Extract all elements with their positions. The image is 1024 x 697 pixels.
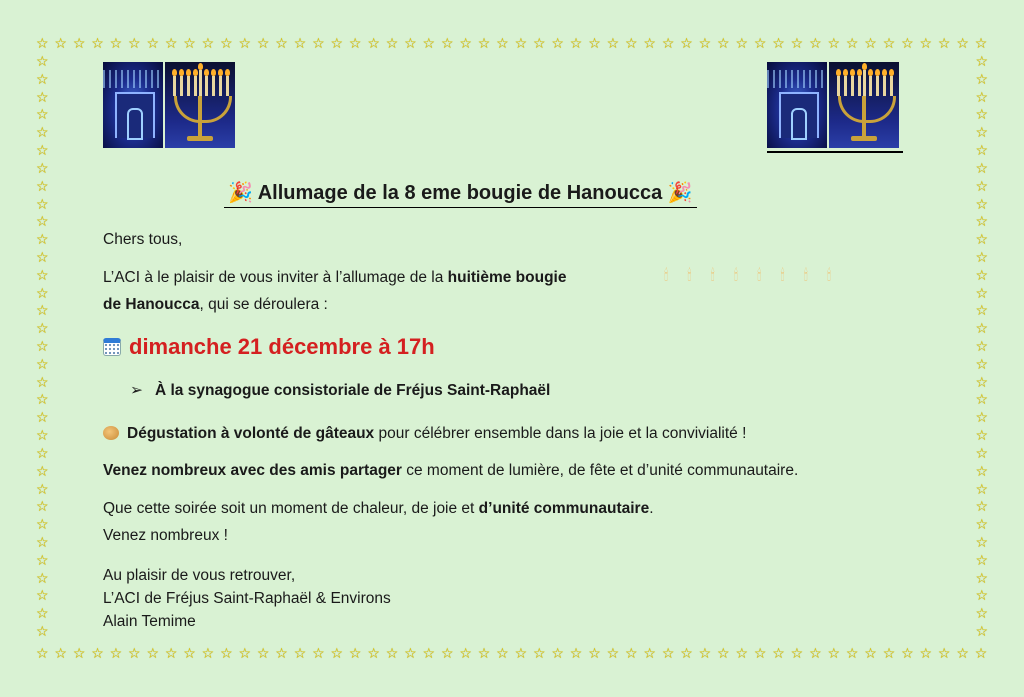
star-icon: ☆ <box>975 142 988 159</box>
event-location: ➢ À la synagogue consistoriale de Fréjus Saint-Raphaël <box>130 381 551 399</box>
star-icon: ☆ <box>36 338 49 354</box>
star-icon: ☆ <box>680 645 693 661</box>
star-icon: ☆ <box>901 35 914 51</box>
star-icon: ☆ <box>919 35 933 51</box>
star-icon: ☆ <box>975 569 988 586</box>
cookie-icon <box>103 426 119 440</box>
star-icon: ☆ <box>36 159 49 176</box>
star-icon: ☆ <box>164 35 178 51</box>
star-icon: ☆ <box>459 35 472 51</box>
star-icon: ☆ <box>72 645 86 661</box>
star-icon: ☆ <box>735 35 748 51</box>
star-icon: ☆ <box>385 645 399 661</box>
candle-icon: 🕯 <box>733 266 739 284</box>
star-icon: ☆ <box>975 498 988 515</box>
star-icon: ☆ <box>36 248 49 265</box>
come-again-line: Venez nombreux ! <box>103 527 228 544</box>
star-icon: ☆ <box>975 355 988 372</box>
star-icon: ☆ <box>36 409 49 426</box>
star-icon: ☆ <box>330 35 344 51</box>
star-icon: ☆ <box>367 35 380 51</box>
star-icon: ☆ <box>698 35 712 51</box>
star-icon: ☆ <box>496 35 509 51</box>
star-icon: ☆ <box>36 645 49 661</box>
tasting-line: Dégustation à volonté de gâteaux pour célébrer ensemble dans la joie et la convivialité ! <box>103 422 746 445</box>
star-icon: ☆ <box>975 302 988 319</box>
star-icon: ☆ <box>717 645 730 661</box>
star-icon: ☆ <box>974 35 988 51</box>
star-icon: ☆ <box>275 645 288 661</box>
star-icon: ☆ <box>201 35 215 51</box>
arrow-bullet-icon: ➢ <box>130 381 143 399</box>
star-icon: ☆ <box>36 587 49 604</box>
star-icon: ☆ <box>975 320 988 337</box>
star-icon: ☆ <box>975 444 988 461</box>
star-icon: ☆ <box>845 645 859 661</box>
candle-icon: 🕯 <box>710 266 715 284</box>
star-icon: ☆ <box>404 35 417 51</box>
star-icon: ☆ <box>827 645 841 661</box>
invite-line-1: L’ACI à le plaisir de vous inviter à l’allumage de la huitième bougie <box>103 269 567 286</box>
star-icon: ☆ <box>36 373 49 390</box>
star-icon: ☆ <box>201 645 215 661</box>
star-icon: ☆ <box>975 605 988 622</box>
star-icon: ☆ <box>36 533 49 550</box>
star-icon: ☆ <box>901 645 914 661</box>
header-images-left <box>103 62 235 148</box>
star-icon: ☆ <box>827 35 841 51</box>
star-icon: ☆ <box>569 35 583 51</box>
candle-icon: 🕯 <box>687 266 692 284</box>
star-icon: ☆ <box>36 195 49 212</box>
invite-bold-candle: huitième bougie <box>447 269 567 286</box>
star-icon: ☆ <box>330 645 344 661</box>
star-icon: ☆ <box>975 124 988 141</box>
star-icon: ☆ <box>36 498 49 515</box>
star-icon: ☆ <box>937 35 951 51</box>
candle-icon: 🕯 <box>780 266 785 284</box>
star-icon: ☆ <box>36 35 49 51</box>
star-icon: ☆ <box>54 645 67 661</box>
star-icon: ☆ <box>845 35 859 51</box>
star-icon: ☆ <box>514 645 528 661</box>
menorah-photo <box>165 62 235 148</box>
star-icon: ☆ <box>36 623 49 639</box>
star-icon: ☆ <box>36 70 49 87</box>
star-icon: ☆ <box>625 35 638 51</box>
star-icon: ☆ <box>643 645 656 661</box>
star-icon: ☆ <box>256 645 270 661</box>
star-icon: ☆ <box>975 248 988 265</box>
star-icon: ☆ <box>975 53 988 69</box>
invite-line-2: de Hanoucca, qui se déroulera : <box>103 296 328 313</box>
star-icon: ☆ <box>975 177 988 194</box>
star-icon: ☆ <box>975 338 988 354</box>
star-icon: ☆ <box>36 444 49 461</box>
star-icon: ☆ <box>661 645 675 661</box>
star-icon: ☆ <box>975 587 988 604</box>
star-icon: ☆ <box>256 35 270 51</box>
come-line: Venez nombreux avec des amis partager ce moment de lumière, de fête et d’unité communautaire. <box>103 462 799 479</box>
star-icon: ☆ <box>661 35 675 51</box>
star-icon: ☆ <box>183 645 196 661</box>
star-icon: ☆ <box>882 35 896 51</box>
star-icon: ☆ <box>717 35 730 51</box>
star-icon: ☆ <box>588 645 601 661</box>
star-icon: ☆ <box>36 605 49 622</box>
star-icon: ☆ <box>790 35 804 51</box>
star-icon: ☆ <box>220 35 233 51</box>
closing-signature-name: Alain Temime <box>103 613 196 630</box>
star-icon: ☆ <box>772 645 785 661</box>
star-icon: ☆ <box>440 35 454 51</box>
calendar-icon <box>103 338 121 356</box>
star-icon: ☆ <box>404 645 417 661</box>
title-text: Allumage de la 8 eme bougie de Hanoucca <box>257 182 663 204</box>
star-icon: ☆ <box>36 516 49 533</box>
star-icon: ☆ <box>36 231 49 248</box>
star-icon: ☆ <box>975 106 988 123</box>
star-icon: ☆ <box>772 35 785 51</box>
star-border-right <box>975 54 988 638</box>
star-icon: ☆ <box>36 551 49 568</box>
star-icon: ☆ <box>753 645 767 661</box>
star-icon: ☆ <box>569 645 583 661</box>
closing-line-1: Au plaisir de vous retrouver, <box>103 567 296 584</box>
star-icon: ☆ <box>36 213 49 230</box>
star-icon: ☆ <box>54 35 67 51</box>
star-icon: ☆ <box>367 645 380 661</box>
star-icon: ☆ <box>36 266 49 283</box>
star-icon: ☆ <box>864 35 877 51</box>
star-icon: ☆ <box>975 533 988 550</box>
star-icon: ☆ <box>36 88 49 105</box>
star-icon: ☆ <box>385 35 399 51</box>
star-icon: ☆ <box>275 35 288 51</box>
star-icon: ☆ <box>91 35 104 51</box>
star-icon: ☆ <box>36 320 49 337</box>
star-icon: ☆ <box>514 35 528 51</box>
star-icon: ☆ <box>606 645 620 661</box>
greeting: Chers tous, <box>103 231 183 248</box>
star-icon: ☆ <box>975 159 988 176</box>
star-icon: ☆ <box>975 373 988 390</box>
star-icon: ☆ <box>975 70 988 87</box>
star-icon: ☆ <box>422 35 436 51</box>
star-icon: ☆ <box>36 106 49 123</box>
closing-signature-org: L’ACI de Fréjus Saint-Raphaël & Environs <box>103 590 391 607</box>
star-icon: ☆ <box>625 645 638 661</box>
star-icon: ☆ <box>975 551 988 568</box>
star-icon: ☆ <box>956 35 969 51</box>
star-icon: ☆ <box>975 231 988 248</box>
star-icon: ☆ <box>643 35 656 51</box>
star-icon: ☆ <box>183 35 196 51</box>
star-icon: ☆ <box>937 645 951 661</box>
star-icon: ☆ <box>348 35 362 51</box>
star-icon: ☆ <box>809 645 822 661</box>
star-icon: ☆ <box>91 645 104 661</box>
star-icon: ☆ <box>109 645 123 661</box>
star-icon: ☆ <box>919 645 933 661</box>
star-icon: ☆ <box>459 645 472 661</box>
star-icon: ☆ <box>109 35 123 51</box>
star-border-top <box>36 36 988 50</box>
star-icon: ☆ <box>606 35 620 51</box>
star-icon: ☆ <box>975 427 988 444</box>
star-icon: ☆ <box>440 645 454 661</box>
star-icon: ☆ <box>128 645 141 661</box>
star-icon: ☆ <box>974 645 988 661</box>
star-icon: ☆ <box>809 35 822 51</box>
star-icon: ☆ <box>422 645 436 661</box>
party-popper-icon: 🎉 <box>667 180 693 204</box>
star-border-bottom <box>36 646 988 660</box>
star-icon: ☆ <box>36 142 49 159</box>
party-popper-icon: 🎉 <box>228 180 253 204</box>
candle-icon: 🕯 <box>664 266 669 284</box>
evening-line: Que cette soirée soit un moment de chaleur, de joie et d’unité communautaire. <box>103 500 654 517</box>
star-icon: ☆ <box>735 645 748 661</box>
candle-icons <box>664 266 831 284</box>
star-icon: ☆ <box>698 645 712 661</box>
star-icon: ☆ <box>956 645 969 661</box>
star-icon: ☆ <box>975 213 988 230</box>
candle-icon: 🕯 <box>803 266 808 284</box>
star-icon: ☆ <box>36 177 49 194</box>
star-icon: ☆ <box>975 516 988 533</box>
candle-icon: 🕯 <box>826 266 832 284</box>
star-icon: ☆ <box>975 88 988 105</box>
star-icon: ☆ <box>348 645 362 661</box>
star-icon: ☆ <box>790 645 804 661</box>
star-border-left <box>36 54 49 638</box>
star-icon: ☆ <box>36 569 49 586</box>
page-title <box>224 180 697 208</box>
star-icon: ☆ <box>36 480 49 497</box>
star-icon: ☆ <box>238 645 252 661</box>
star-icon: ☆ <box>680 35 693 51</box>
star-icon: ☆ <box>588 35 601 51</box>
synagogue-photo <box>767 62 827 148</box>
candle-icon: 🕯 <box>757 266 762 284</box>
star-icon: ☆ <box>36 284 49 301</box>
star-icon: ☆ <box>146 35 159 51</box>
star-icon: ☆ <box>975 391 988 408</box>
invite-bold-hanoucca: de Hanoucca <box>103 296 200 313</box>
star-icon: ☆ <box>128 35 141 51</box>
star-icon: ☆ <box>72 35 86 51</box>
star-icon: ☆ <box>36 53 49 69</box>
star-icon: ☆ <box>864 645 877 661</box>
star-icon: ☆ <box>532 645 546 661</box>
star-icon: ☆ <box>975 284 988 301</box>
star-icon: ☆ <box>146 645 159 661</box>
star-icon: ☆ <box>220 645 233 661</box>
star-icon: ☆ <box>477 645 491 661</box>
star-icon: ☆ <box>975 462 988 479</box>
synagogue-photo <box>103 62 163 148</box>
star-icon: ☆ <box>551 645 564 661</box>
star-icon: ☆ <box>975 195 988 212</box>
star-icon: ☆ <box>36 462 49 479</box>
star-icon: ☆ <box>975 409 988 426</box>
star-icon: ☆ <box>532 35 546 51</box>
star-icon: ☆ <box>293 645 307 661</box>
star-icon: ☆ <box>496 645 509 661</box>
star-icon: ☆ <box>293 35 307 51</box>
star-icon: ☆ <box>164 645 178 661</box>
star-icon: ☆ <box>238 35 252 51</box>
star-icon: ☆ <box>477 35 491 51</box>
star-icon: ☆ <box>312 35 325 51</box>
star-icon: ☆ <box>551 35 564 51</box>
header-images-right <box>767 62 899 148</box>
star-icon: ☆ <box>882 645 896 661</box>
star-icon: ☆ <box>36 302 49 319</box>
event-date: dimanche 21 décembre à 17h <box>103 334 435 360</box>
star-icon: ☆ <box>36 124 49 141</box>
star-icon: ☆ <box>312 645 325 661</box>
star-icon: ☆ <box>753 35 767 51</box>
star-icon: ☆ <box>975 480 988 497</box>
star-icon: ☆ <box>36 391 49 408</box>
star-icon: ☆ <box>36 355 49 372</box>
menorah-photo <box>829 62 899 148</box>
star-icon: ☆ <box>975 623 988 639</box>
star-icon: ☆ <box>36 427 49 444</box>
star-icon: ☆ <box>975 266 988 283</box>
